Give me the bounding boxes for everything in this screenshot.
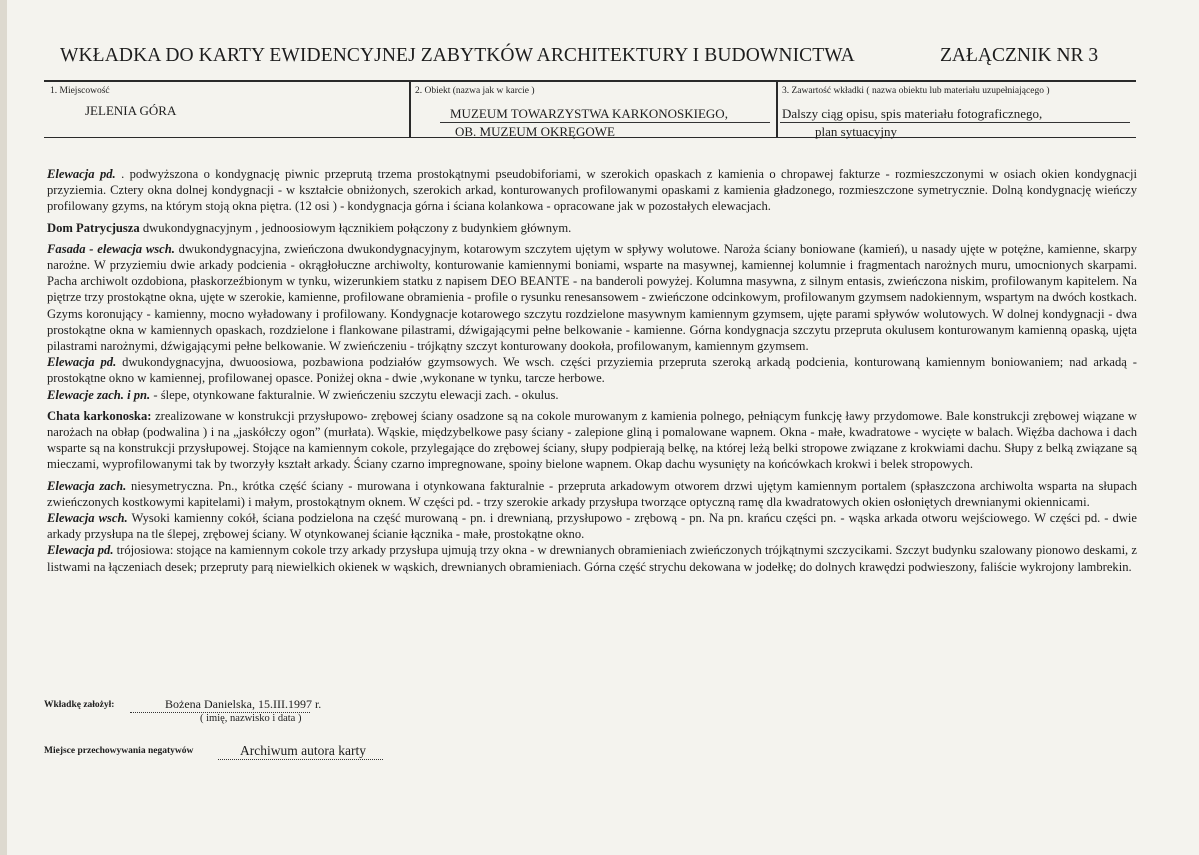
paragraph-lead: Elewacja pd.	[47, 543, 114, 558]
place-value: JELENIA GÓRA	[85, 103, 177, 118]
annex-number: ZAŁĄCZNIK NR 3	[940, 45, 1099, 66]
paragraph-text: . podwyższona o kondygnację piwnic przeprutą trzema prostokątnymi pseudobiforiami, w szerokich opaskach z kamienia o chropawej fakturze - rozmieszczonymi w osiach okien kondygnacji przyziemia. Cztery okna dolnej kondygnacji - w kształcie obniżonych, szerokich arkad, konturowanych profilowanymi opaskami z kamienia gładzonego, rozmieszczone symetrycznie. Dolną kondygnację wieńczy profilowany gzyms, na którym stoją okna piętra. (12 osi ) - kondygnacja górna i ściana kolankowa - opracowane jak w pozostałych elewacjach.	[47, 167, 1137, 214]
paragraph	[47, 220, 1137, 236]
content-value-line1: Dalszy ciąg opisu, spis materiału fotograficznego,	[782, 106, 1043, 121]
content-label: 3. Zawartość wkładki ( nazwa obiektu lub materiału uzupełniającego )	[782, 86, 1050, 96]
paragraph	[47, 542, 1137, 574]
paragraph-text: dwukondygnacyjna, zwieńczona dwukondygnacyjnym, kotarowym szczytem ujętym w spływy wolutowe. Naroża ściany boniowane (kamień), u nasady ujęte w potężne, kamienne, skarpy narożne. W przyziemiu dwie arkady podcienia - okrągłołuczne archiwolty, konturowanie kamiennymi boniami, wsparte na masywnej, kamiennej kolumnie i fragmentach narożnych muru, umocnionych skarpami. Pacha archiwolt ozdobiona, płaskorzeźbionym w tynku, wizerunkiem statku z napisem DEO BEANTE - na banderoli powyżej. Kolumna masywna, z silnym entasis, zwieńczona niskim, profilowanym kapitelem. Na piętrze trzy prostokątne okna, ujęte w szerokie, kamienne, profilowane obramienia - profile o rysunku renesansowem - zwieńczone odcinkowym, profilowanym gzymsem nadokiennym, wspartym na dwóch kostkach. Gzyms koronujący - kamienny, mocno wyładowany i profilowany. Kondygnacje kotarowego szczytu rozdzielone masywnym kamiennym gzymsem, ujęte parami spływów wolutowych. W dolnej kondygnacji - dwa prostokątne okna w kamiennych opaskach, rozdzielone i flankowane pilastrami, dźwigającymi pełne belkowanie - kamienne. Górna kondygnacja szczytu przepruta okulusem konturowanym kamienną opaską, ujęta pilastrami narożnymi, dźwigającymi pełne belkowanie. W zwieńczeniu - trójkątny szczyt konturowany dookoła, profilowanym, kamiennym gzymsem.	[47, 241, 1138, 354]
paragraph	[47, 478, 1137, 510]
paragraph-text: dwukondygnacyjnym , jednoosiowym łącznikiem połączony z budynkiem głównym.	[139, 220, 572, 235]
paragraph-lead: Elewacja wsch.	[47, 511, 128, 526]
place-label: 1. Miejscowość	[50, 86, 110, 96]
paragraph-text: niesymetryczna. Pn., krótka część ściany - murowana i otynkowana fakturalnie - przepruta arkadowym otworem drzwi ujętym kamiennym portalem (spłaszczona archiwolta wsparta na słupach zwieńczonych kostkowymi kapitelami) i małym, prostokątnym oknem. W części pd. - trzy szerokie arkady przysłupa tworzące optyczną ramę dla kwadratowych okien osłoniętych drewnianymi okiennicami.	[47, 478, 1137, 509]
document-title: WKŁADKA DO KARTY EWIDENCYJNEJ ZABYTKÓW ARCHITEKTURY I BUDOWNICTWA	[60, 45, 855, 66]
object-value-line1: MUZEUM TOWARZYSTWA KARKONOSKIEGO,	[450, 106, 728, 121]
object-underline-1	[440, 122, 770, 123]
paragraph-lead: Elewacja zach.	[47, 478, 127, 493]
header-rule-top	[44, 80, 1136, 82]
paragraph-text: - ślepe, otynkowane fakturalnie. W zwieńczeniu szczytu elewacji zach. - okulus.	[150, 387, 559, 402]
object-value-line2: OB. MUZEUM OKRĘGOWE	[455, 124, 615, 139]
author-caption: ( imię, nazwisko i data )	[200, 713, 302, 724]
content-value-line2: plan sytuacyjny	[815, 124, 897, 139]
paragraph-lead: Chata karkonoska:	[47, 408, 152, 423]
scan-edge	[0, 0, 7, 855]
paragraph-text: trójosiowa: stojące na kamiennym cokole trzy arkady przysłupa ujmują trzy okna - w drewnianych obramieniach zwieńczonych trójkątnymi szczycikami. Szczyt budynku szalowany pionowo deskami, z listwami na łączeniach desek; przepruty parą niewielkich okienek w wąskich, drewnianych obramieniach. Górna część strychu dekowana w jodełkę; do dolnych krawędzi podwieszony, faliście wykrojony lambrekin.	[47, 543, 1137, 574]
author-label: Wkładkę założył:	[44, 700, 115, 710]
field-divider-1	[409, 80, 411, 138]
paragraph	[47, 510, 1137, 542]
author-value: Bożena Danielska, 15.III.1997 r.	[165, 697, 322, 711]
paragraph	[47, 408, 1137, 473]
storage-dotted-line	[218, 759, 383, 760]
paragraph-text: Wysoki kamienny cokół, ściana podzielona na część murowaną - pn. i drewnianą, przysłupowo - zrębową - pn. Na pn. krańcu części pn. - wąska arkada otworu wejściowego. W części pd. - dwie arkady przysłupa na tle ślepej, zrębowej ściany. W otynkowanej ścianie łącznika - małe, prostokątne okno.	[47, 511, 1138, 542]
object-label: 2. Obiekt (nazwa jak w karcie )	[415, 86, 535, 96]
paragraph-lead: Elewacja pd.	[47, 355, 117, 370]
paragraph	[47, 387, 1137, 403]
description-body	[47, 166, 1137, 580]
field-divider-2	[776, 80, 778, 138]
storage-value: Archiwum autora karty	[240, 743, 366, 758]
paragraph-lead: Fasada - elewacja wsch.	[47, 241, 175, 256]
paragraph-lead: Elewacje zach. i pn.	[47, 387, 151, 402]
paragraph	[47, 166, 1137, 215]
storage-label: Miejsce przechowywania negatywów	[44, 746, 194, 756]
paragraph-lead: Elewacja pd.	[47, 167, 116, 181]
content-underline-1	[780, 122, 1130, 123]
paragraph-lead: Dom Patrycjusza	[47, 220, 140, 235]
paragraph	[47, 354, 1137, 386]
paragraph	[47, 241, 1137, 354]
paragraph-text: dwukondygnacyjna, dwuoosiowa, pozbawiona podziałów gzymsowych. We wsch. części przyziemia przeprutа szeroką arkadą podcienia, konturowaną kamiennym boniowaniem; nad arkadą - prostokątne okno w kamiennej, profilowanej opasce. Poniżej okna - dwie ,wykonane w tynku, tarcze herbowe.	[47, 355, 1137, 386]
paragraph-text: zrealizowane w konstrukcji przysłupowo- zrębowej ściany osadzone są na cokole murowanym z kamienia polnego, pełniącym funkcję ławy przydomowe. Bale konstrukcji zrębowej wiązane w narożach na obłap (podwalina ) i na „jaskółczy ogon” (murłata). Wąskie, międzybelkowe pasy ściany - zalepione gliną i pomalowane wapnem. Okna - małe, kwadratowe - wycięte w balach. Więźba dachowa i dach wsparte są na konstrukcji przysłupowej. Stojące na kamiennym cokole, przylegające do zrębowej ściany, słupy podpierają belkę, na której leżą belki stropowe związane z krokwiami dachu. Słupy z belką związane są mieczami, wyprofilowanymi tak by tworzyły kształt arkady. Ściany czarno impregnowane, spoiny bielone wapnem. Okap dachu wysunięty na końcówkach krokwi i belek stropowych.	[47, 408, 1137, 472]
